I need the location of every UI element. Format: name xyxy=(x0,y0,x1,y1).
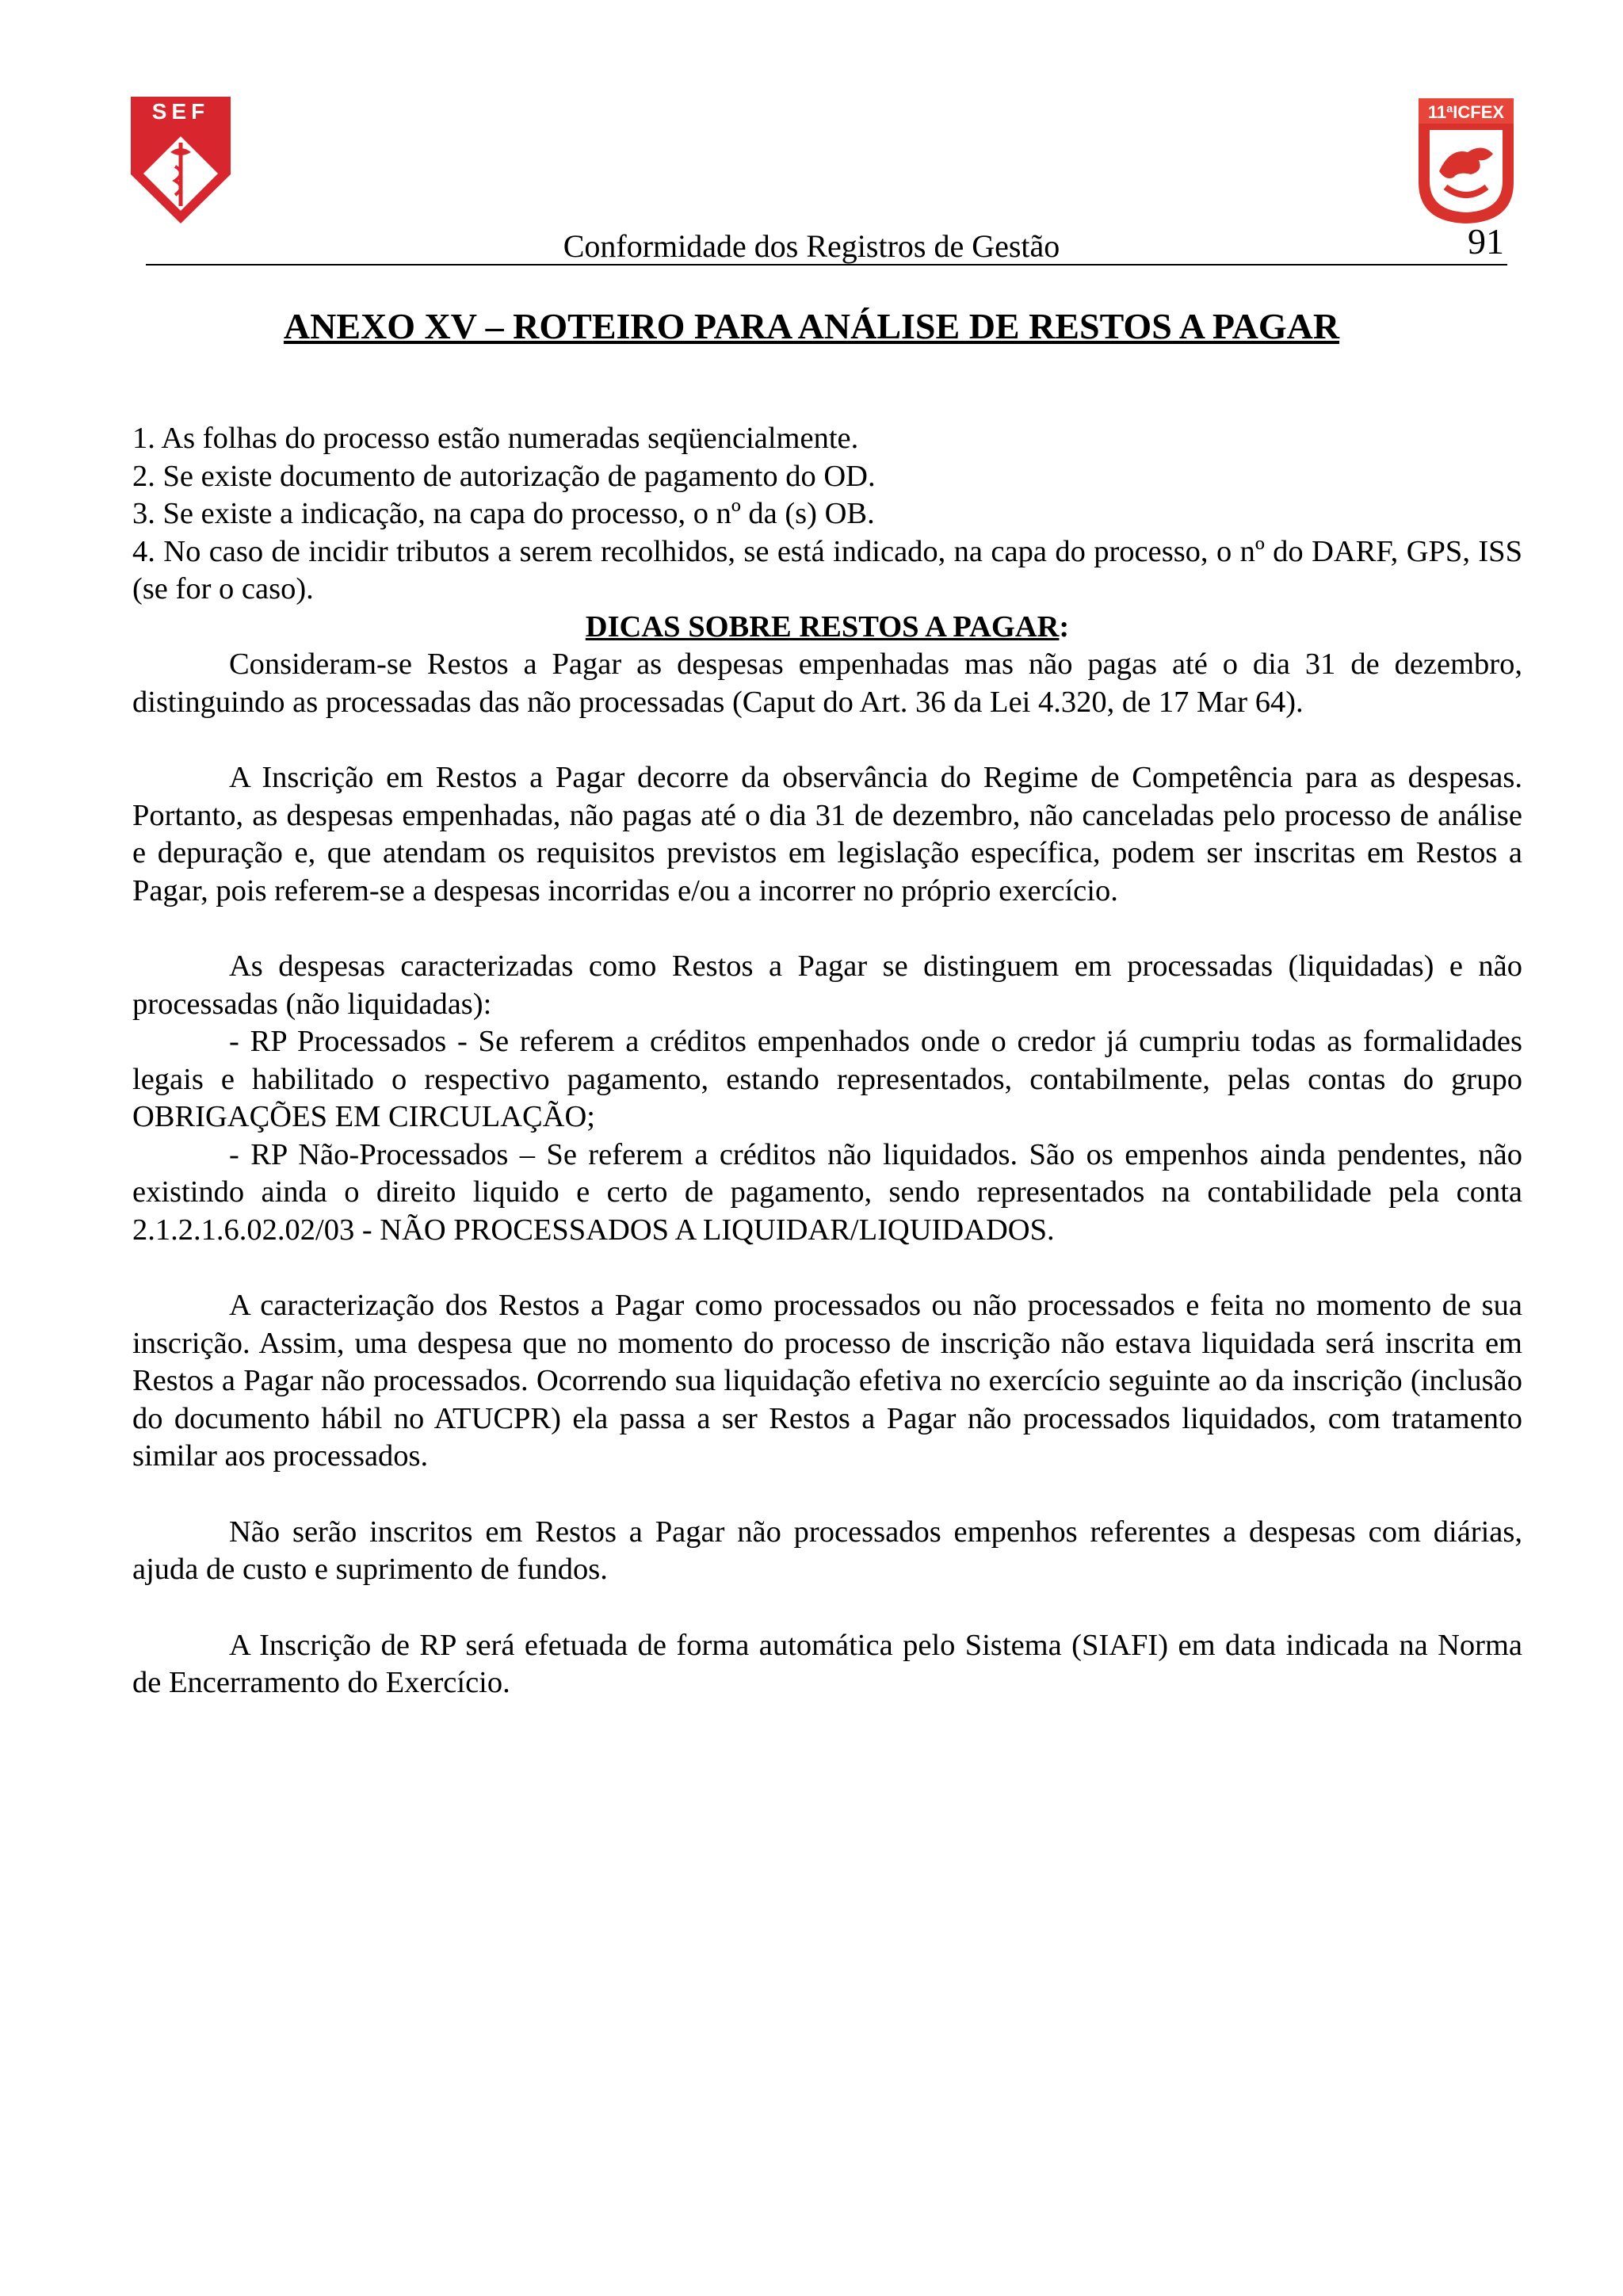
paragraph-characterization: A caracterização dos Restos a Pagar como processados ou não processados e feita no momento de sua inscrição. Assim, uma despesa que no momento do processo de inscrição não estava liquidada será inscrita em Restos a Pagar não processados. Ocorrendo sua liquidação efetiva no exercício seguinte ao da inscrição (inclusão do documento hábil no ATUCPR) ela passa a ser Restos a Pagar não processados liquidados, com tratamento similar aos processados. xyxy=(132,1289,1522,1473)
paragraph-classification: As despesas caracterizadas como Restos a Pagar se distinguem em processadas (liquidadas) e não processadas (não liquidadas): xyxy=(132,949,1522,1021)
paragraph-exclusions: Não serão inscritos em Restos a Pagar não processados empenhos referentes a despesas com diárias, ajuda de custo e suprimento de fundos. xyxy=(132,1515,1522,1586)
checklist-item: 4. No caso de incidir tributos a serem recolhidos, se está indicado, na capa do processo, o nº do DARF, GPS, ISS (se for o caso). xyxy=(132,534,1522,606)
checklist-item: 2. Se existe documento de autorização de pagamento do OD. xyxy=(132,459,876,493)
paragraph-siafi: A Inscrição de RP será efetuada de forma automática pelo Sistema (SIAFI) em data indicada na Norma de Encerramento do Exercício. xyxy=(132,1628,1522,1699)
paragraph-inscription: A Inscrição em Restos a Pagar decorre da observância do Regime de Competência para as despesas. Portanto, as despesas empenhadas, não pagas até o dia 31 de dezembro, não canceladas pelo processo de análise e depuração e, que atendam os requisitos previstos em legislação específica, podem ser inscritas em Restos a Pagar, pois referem-se a despesas incorridas e/ou a incorrer no próprio exercício. xyxy=(132,761,1522,907)
paragraph-definition: Consideram-se Restos a Pagar as despesas empenhadas mas não pagas até o dia 31 de dezembro, distinguindo as processadas das não processadas (Caput do Art. 36 da Lei 4.320, de 17 Mar 64). xyxy=(132,648,1522,719)
header-rule xyxy=(146,264,1507,266)
document-body xyxy=(132,420,1522,1740)
sef-emblem-logo xyxy=(129,95,232,226)
section-heading xyxy=(132,609,1522,647)
section-heading-text: DICAS SOBRE RESTOS A PAGAR xyxy=(585,609,1060,644)
checklist-item: 3. Se existe a indicação, na capa do processo, o nº da (s) OB. xyxy=(132,497,875,530)
checklist xyxy=(132,420,1522,609)
section-heading-colon: : xyxy=(1059,609,1070,644)
page-number: 91 xyxy=(1468,221,1504,262)
svg-text:SEF: SEF xyxy=(151,99,210,124)
checklist-item: 1. As folhas do processo estão numeradas seqüencialmente. xyxy=(132,422,859,455)
paragraph-rp-processed: - RP Processados - Se referem a créditos empenhados onde o credor já cumpriu todas as formalidades legais e habilitado o respectivo pagamento, estando representados, contabilmente, pelas contas do grupo OBRIGAÇÕES EM CIRCULAÇÃO; xyxy=(132,1025,1522,1133)
svg-text:11ªICFEX: 11ªICFEX xyxy=(1427,102,1505,122)
running-header-title: Conformidade dos Registros de Gestão xyxy=(563,228,1060,264)
page-title: ANEXO XV – ROTEIRO PARA ANÁLISE DE RESTOS A PAGAR xyxy=(283,306,1340,346)
icfex-emblem-logo xyxy=(1415,95,1517,226)
paragraph-rp-unprocessed: - RP Não-Processados – Se referem a créditos não liquidados. São os empenhos ainda pendentes, não existindo ainda o direito liquido e certo de pagamento, sendo representados na contabilidade pela conta 2.1.2.1.6.02.02/03 - NÃO PROCESSADOS A LIQUIDAR/LIQUIDADOS. xyxy=(132,1137,1522,1247)
